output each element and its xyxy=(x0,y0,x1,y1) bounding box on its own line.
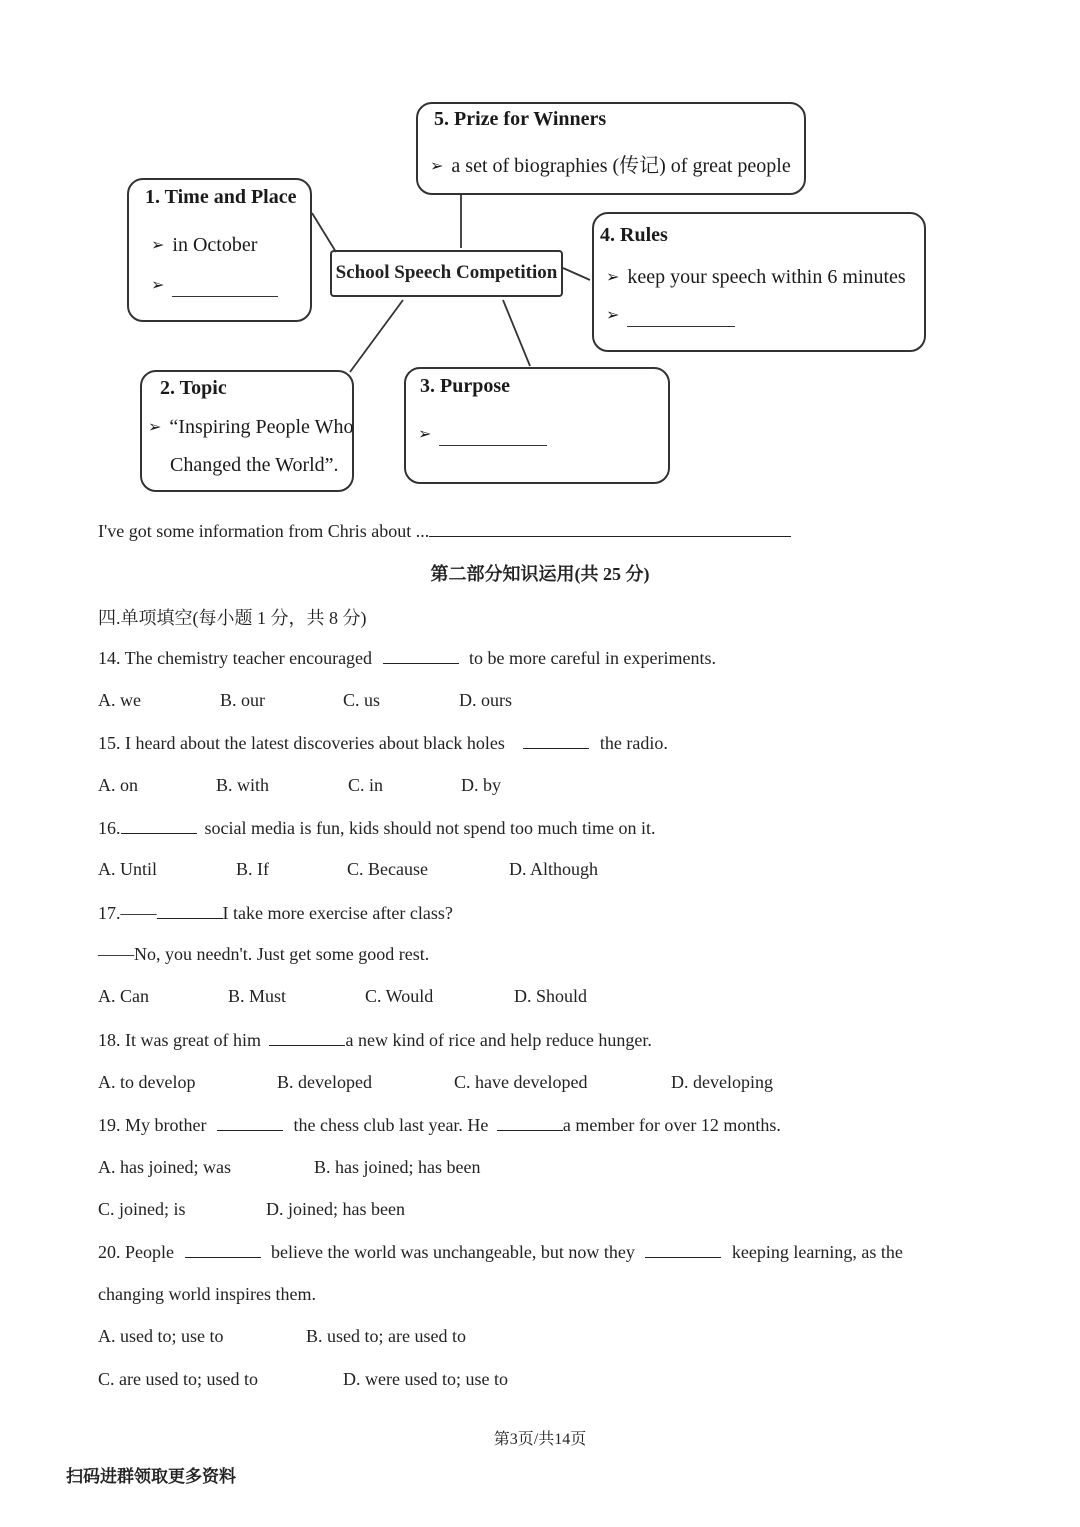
q17-pre: 17.—— xyxy=(98,903,157,923)
q16-option-d[interactable]: D. Although xyxy=(509,859,599,879)
arrow-icon: ➢ xyxy=(151,237,165,254)
q18-option-a[interactable]: A. to develop xyxy=(98,1072,196,1092)
rule1-text: keep your speech within 6 minutes xyxy=(627,266,906,288)
q16-option-b[interactable]: B. If xyxy=(236,859,269,879)
node-title-purpose: 3. Purpose xyxy=(420,375,510,397)
arrow-icon: ➢ xyxy=(151,277,165,294)
mindmap-node-rules xyxy=(592,212,926,352)
q14-pre: 14. The chemistry teacher encouraged xyxy=(98,648,373,668)
q20-post: keeping learning, as the xyxy=(731,1242,903,1262)
question-17 xyxy=(98,902,453,924)
node-item-place-blank xyxy=(151,274,278,297)
node-title-prize: 5. Prize for Winners xyxy=(434,108,607,130)
arrow-icon: ➢ xyxy=(430,158,444,175)
q20-option-c[interactable]: C. are used to; used to xyxy=(98,1369,258,1389)
q19-option-c[interactable]: C. joined; is xyxy=(98,1199,186,1219)
time-text: in October xyxy=(172,234,258,256)
q14-blank[interactable] xyxy=(383,647,459,664)
node-item-rule2-blank xyxy=(606,304,735,327)
q18-option-d[interactable]: D. developing xyxy=(671,1072,773,1092)
q20-blank-1[interactable] xyxy=(185,1241,261,1258)
q17-option-d[interactable]: D. Should xyxy=(514,986,588,1006)
q16-option-c[interactable]: C. Because xyxy=(347,859,428,879)
q14-post: to be more careful in experiments. xyxy=(469,648,716,668)
question-16 xyxy=(98,817,655,839)
q15-blank[interactable] xyxy=(523,732,589,749)
question-18 xyxy=(98,1029,652,1051)
q19-option-b[interactable]: B. has joined; has been xyxy=(314,1157,481,1177)
prize-text: a set of biographies (传记) of great people xyxy=(451,155,791,177)
arrow-icon: ➢ xyxy=(606,269,620,286)
q20-pre: 20. People xyxy=(98,1242,174,1262)
arrow-icon: ➢ xyxy=(418,426,432,443)
topic-line2: Changed the World”. xyxy=(170,454,339,476)
q18-option-b[interactable]: B. developed xyxy=(277,1072,372,1092)
q15-option-d[interactable]: D. by xyxy=(461,775,501,795)
node-item-purpose-blank xyxy=(418,423,547,446)
q20-option-d[interactable]: D. were used to; use to xyxy=(343,1369,508,1389)
qr-note: 扫码进群领取更多资料 xyxy=(66,1467,236,1487)
arrow-icon: ➢ xyxy=(148,419,162,436)
q19-blank-1[interactable] xyxy=(217,1114,283,1131)
section-title: 第二部分知识运用(共 25 分) xyxy=(430,564,650,584)
node-item-rule1 xyxy=(606,266,906,289)
q17-post: I take more exercise after class? xyxy=(222,903,453,923)
q17-blank[interactable] xyxy=(157,902,223,919)
q20-mid: believe the world was unchangeable, but now they xyxy=(271,1242,635,1262)
q17-option-b[interactable]: B. Must xyxy=(228,986,287,1006)
rule2-blank[interactable] xyxy=(627,306,735,327)
q20-blank-2[interactable] xyxy=(645,1241,721,1258)
q19-option-d[interactable]: D. joined; has been xyxy=(266,1199,405,1219)
q15-pre: 15. I heard about the latest discoveries about black holes xyxy=(98,733,505,753)
q15-option-c[interactable]: C. in xyxy=(348,775,384,795)
mindmap-node-time-place xyxy=(127,178,312,322)
q17-answer: ——No, you needn't. Just get some good rest. xyxy=(98,944,430,964)
page-number: 第3页/共14页 xyxy=(493,1431,587,1448)
purpose-blank[interactable] xyxy=(439,425,547,446)
question-20 xyxy=(98,1241,903,1263)
q19-option-a[interactable]: A. has joined; was xyxy=(98,1157,231,1177)
node-item-time xyxy=(151,234,257,257)
q15-post: the radio. xyxy=(599,733,668,753)
mindmap-node-topic xyxy=(140,370,354,492)
subsection-title: 四.单项填空(每小题 1 分，共 8 分) xyxy=(98,608,367,628)
node-title-time-place: 1. Time and Place xyxy=(145,186,297,208)
q20-continuation: changing world inspires them. xyxy=(98,1284,316,1304)
q14-option-a[interactable]: A. we xyxy=(98,690,141,710)
q16-blank[interactable] xyxy=(121,817,197,834)
node-title-rules: 4. Rules xyxy=(600,224,668,246)
node-item-topic2 xyxy=(170,454,339,477)
q19-post: a member for over 12 months. xyxy=(562,1115,781,1135)
q19-pre: 19. My brother xyxy=(98,1115,207,1135)
intro-text: I've got some information from Chris about ... xyxy=(98,521,430,541)
question-19 xyxy=(98,1114,781,1136)
intro-blank[interactable] xyxy=(429,520,791,537)
q14-option-d[interactable]: D. ours xyxy=(459,690,512,710)
node-item-topic1 xyxy=(148,416,353,439)
q17-option-a[interactable]: A. Can xyxy=(98,986,149,1006)
q19-mid: the chess club last year. He xyxy=(293,1115,489,1135)
topic-line1: “Inspiring People Who xyxy=(169,416,354,438)
q18-blank[interactable] xyxy=(269,1029,345,1046)
intro-line xyxy=(98,520,791,542)
question-14 xyxy=(98,647,716,669)
q16-option-a[interactable]: A. Until xyxy=(98,859,158,879)
q15-option-b[interactable]: B. with xyxy=(216,775,270,795)
q15-option-a[interactable]: A. on xyxy=(98,775,138,795)
place-blank[interactable] xyxy=(172,276,278,297)
arrow-icon: ➢ xyxy=(606,307,620,324)
q18-option-c[interactable]: C. have developed xyxy=(454,1072,588,1092)
q17-option-c[interactable]: C. Would xyxy=(365,986,434,1006)
mindmap-center: School Speech Competition xyxy=(330,250,563,297)
q19-blank-2[interactable] xyxy=(497,1114,563,1131)
q20-option-b[interactable]: B. used to; are used to xyxy=(306,1326,466,1346)
node-title-topic: 2. Topic xyxy=(160,377,227,399)
q14-option-c[interactable]: C. us xyxy=(343,690,381,710)
q20-option-a[interactable]: A. used to; use to xyxy=(98,1326,224,1346)
q16-post: social media is fun, kids should not spend too much time on it. xyxy=(204,818,656,838)
q18-pre: 18. It was great of him xyxy=(98,1030,261,1050)
q14-option-b[interactable]: B. our xyxy=(220,690,265,710)
question-15 xyxy=(98,732,668,754)
q18-post: a new kind of rice and help reduce hunger. xyxy=(345,1030,652,1050)
mindmap-node-purpose xyxy=(404,367,670,484)
mindmap-node-prize xyxy=(416,102,806,195)
node-item-prize xyxy=(430,149,791,178)
q16-pre: 16. xyxy=(98,818,121,838)
